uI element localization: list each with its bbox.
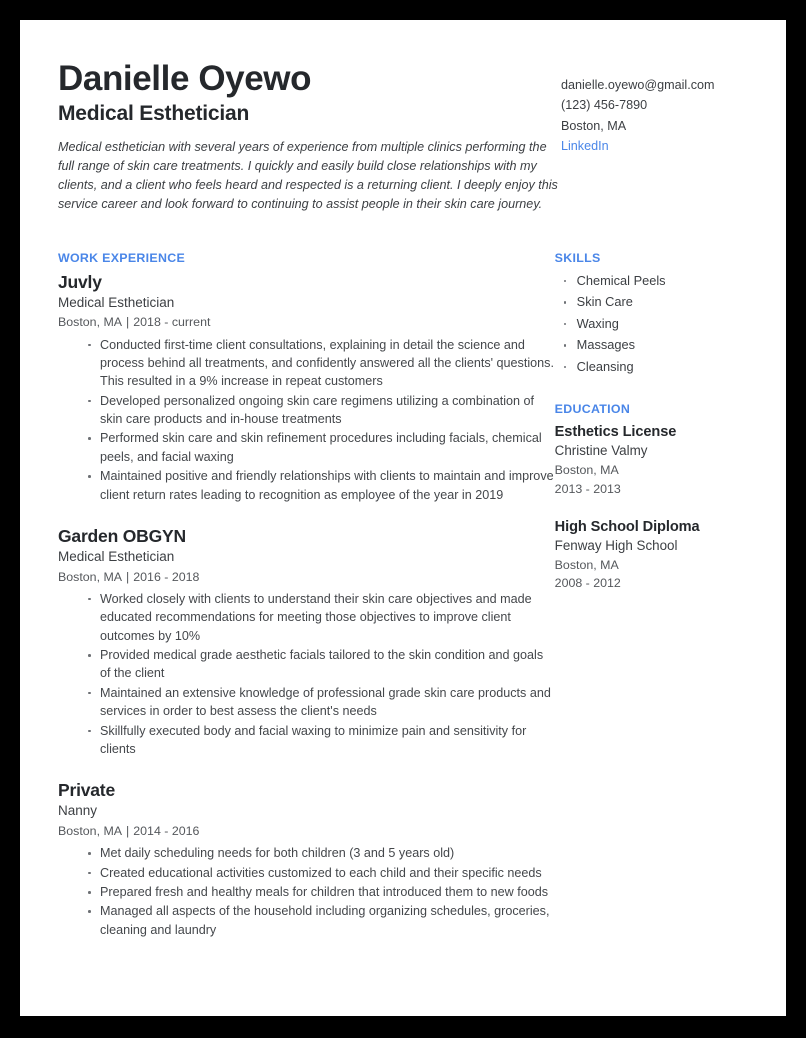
skill-item: Cleansing xyxy=(563,358,760,377)
professional-summary: Medical esthetician with several years of experience from multiple clinics performing the full range of skin care treatments. I quickly and easily build close relationships with my clients, and a client who feels heard and respected is a returning client. I deeply enjoy this service career and look forward to continuing to assist people in their skin care journey. xyxy=(58,139,558,212)
job-meta xyxy=(58,569,555,585)
education-dates: 2008 - 2012 xyxy=(554,576,621,591)
candidate-name: Danielle Oyewo xyxy=(58,59,312,98)
resume-header xyxy=(58,58,760,215)
contact-phone: (123) 456-7890 xyxy=(561,98,648,113)
job-entry xyxy=(58,526,555,758)
job-entry xyxy=(58,272,555,504)
resume-body xyxy=(58,251,760,941)
skill-item: Waxing xyxy=(563,315,760,334)
skill-item: Skin Care xyxy=(563,293,760,312)
job-bullet: Created educational activities customized to each child and their specific needs xyxy=(88,864,555,882)
education-entry xyxy=(555,423,760,497)
job-location: Boston, MA xyxy=(58,315,123,330)
identity-block xyxy=(58,58,561,215)
job-bullet: Maintained an extensive knowledge of professional grade skin care products and services in order to best assess the client's needs xyxy=(88,684,555,721)
main-column xyxy=(58,251,555,941)
section-heading-education: EDUCATION xyxy=(554,402,631,417)
job-location: Boston, MA xyxy=(58,824,123,839)
job-meta xyxy=(58,314,555,330)
education-school: Fenway High School xyxy=(554,537,678,553)
job-dates: 2014 - 2016 xyxy=(133,824,200,839)
contact-location: Boston, MA xyxy=(561,118,627,133)
skill-item: Chemical Peels xyxy=(563,272,760,291)
education-section xyxy=(555,402,760,592)
resume-page xyxy=(20,20,786,1016)
job-bullet: Prepared fresh and healthy meals for children that introduced them to new foods xyxy=(88,883,555,901)
section-heading-work-experience: WORK EXPERIENCE xyxy=(58,250,186,265)
job-role: Nanny xyxy=(58,803,98,819)
meta-separator: | xyxy=(126,569,130,584)
education-degree: High School Diploma xyxy=(554,518,700,535)
job-bullet-list xyxy=(58,590,555,758)
job-bullet: Worked closely with clients to understand their skin care objectives and made educated recommendations for meeting those objectives to improve client outcomes by 10% xyxy=(88,590,555,645)
education-location: Boston, MA xyxy=(554,463,619,478)
job-company: Private xyxy=(58,780,115,801)
job-location: Boston, MA xyxy=(58,569,123,584)
candidate-job-title: Medical Esthetician xyxy=(58,101,250,125)
education-degree: Esthetics License xyxy=(554,424,677,441)
job-bullet: Maintained positive and friendly relationships with clients to maintain and improve client return rates leading to recognition as employee of the year in 2019 xyxy=(88,467,555,504)
side-column xyxy=(555,251,760,941)
contact-block xyxy=(561,58,760,157)
job-company: Juvly xyxy=(58,271,102,292)
education-school: Christine Valmy xyxy=(554,443,648,459)
meta-separator: | xyxy=(126,315,130,330)
job-meta xyxy=(58,823,555,839)
meta-separator: | xyxy=(126,824,130,839)
job-company: Garden OBGYN xyxy=(58,525,186,546)
job-bullet: Conducted first-time client consultations, explaining in detail the science and process behind all treatments, and confidently answered all the clients' questions. This resulted in a 9% increase in repeat customers xyxy=(88,336,555,391)
job-role: Medical Esthetician xyxy=(58,294,175,310)
job-bullet: Developed personalized ongoing skin care regimens utilizing a combination of skin care products and in-house treatments xyxy=(88,392,555,429)
job-dates: 2016 - 2018 xyxy=(133,569,200,584)
contact-email: danielle.oyewo@gmail.com xyxy=(561,78,715,92)
skills-list xyxy=(555,272,760,377)
job-bullet: Performed skin care and skin refinement procedures including facials, chemical peels, and facial waxing xyxy=(88,429,555,466)
education-entry xyxy=(555,518,760,592)
linkedin-link[interactable]: LinkedIn xyxy=(561,138,609,153)
job-bullet: Provided medical grade aesthetic facials tailored to the skin condition and goals of the client xyxy=(88,646,555,683)
job-bullet-list xyxy=(58,844,555,939)
section-heading-skills: SKILLS xyxy=(554,250,601,265)
skills-section xyxy=(555,251,760,377)
education-location: Boston, MA xyxy=(554,557,619,572)
job-bullet: Skillfully executed body and facial waxing to minimize pain and sensitivity for clients xyxy=(88,722,555,759)
job-role: Medical Esthetician xyxy=(58,548,175,564)
job-dates: 2018 - current xyxy=(133,315,211,330)
skill-item: Massages xyxy=(563,336,760,355)
job-entry xyxy=(58,780,555,939)
job-bullet: Managed all aspects of the household including organizing schedules, groceries, cleaning and laundry xyxy=(88,902,555,939)
education-dates: 2013 - 2013 xyxy=(554,481,621,496)
job-bullet-list xyxy=(58,336,555,504)
job-bullet: Met daily scheduling needs for both children (3 and 5 years old) xyxy=(88,844,555,862)
